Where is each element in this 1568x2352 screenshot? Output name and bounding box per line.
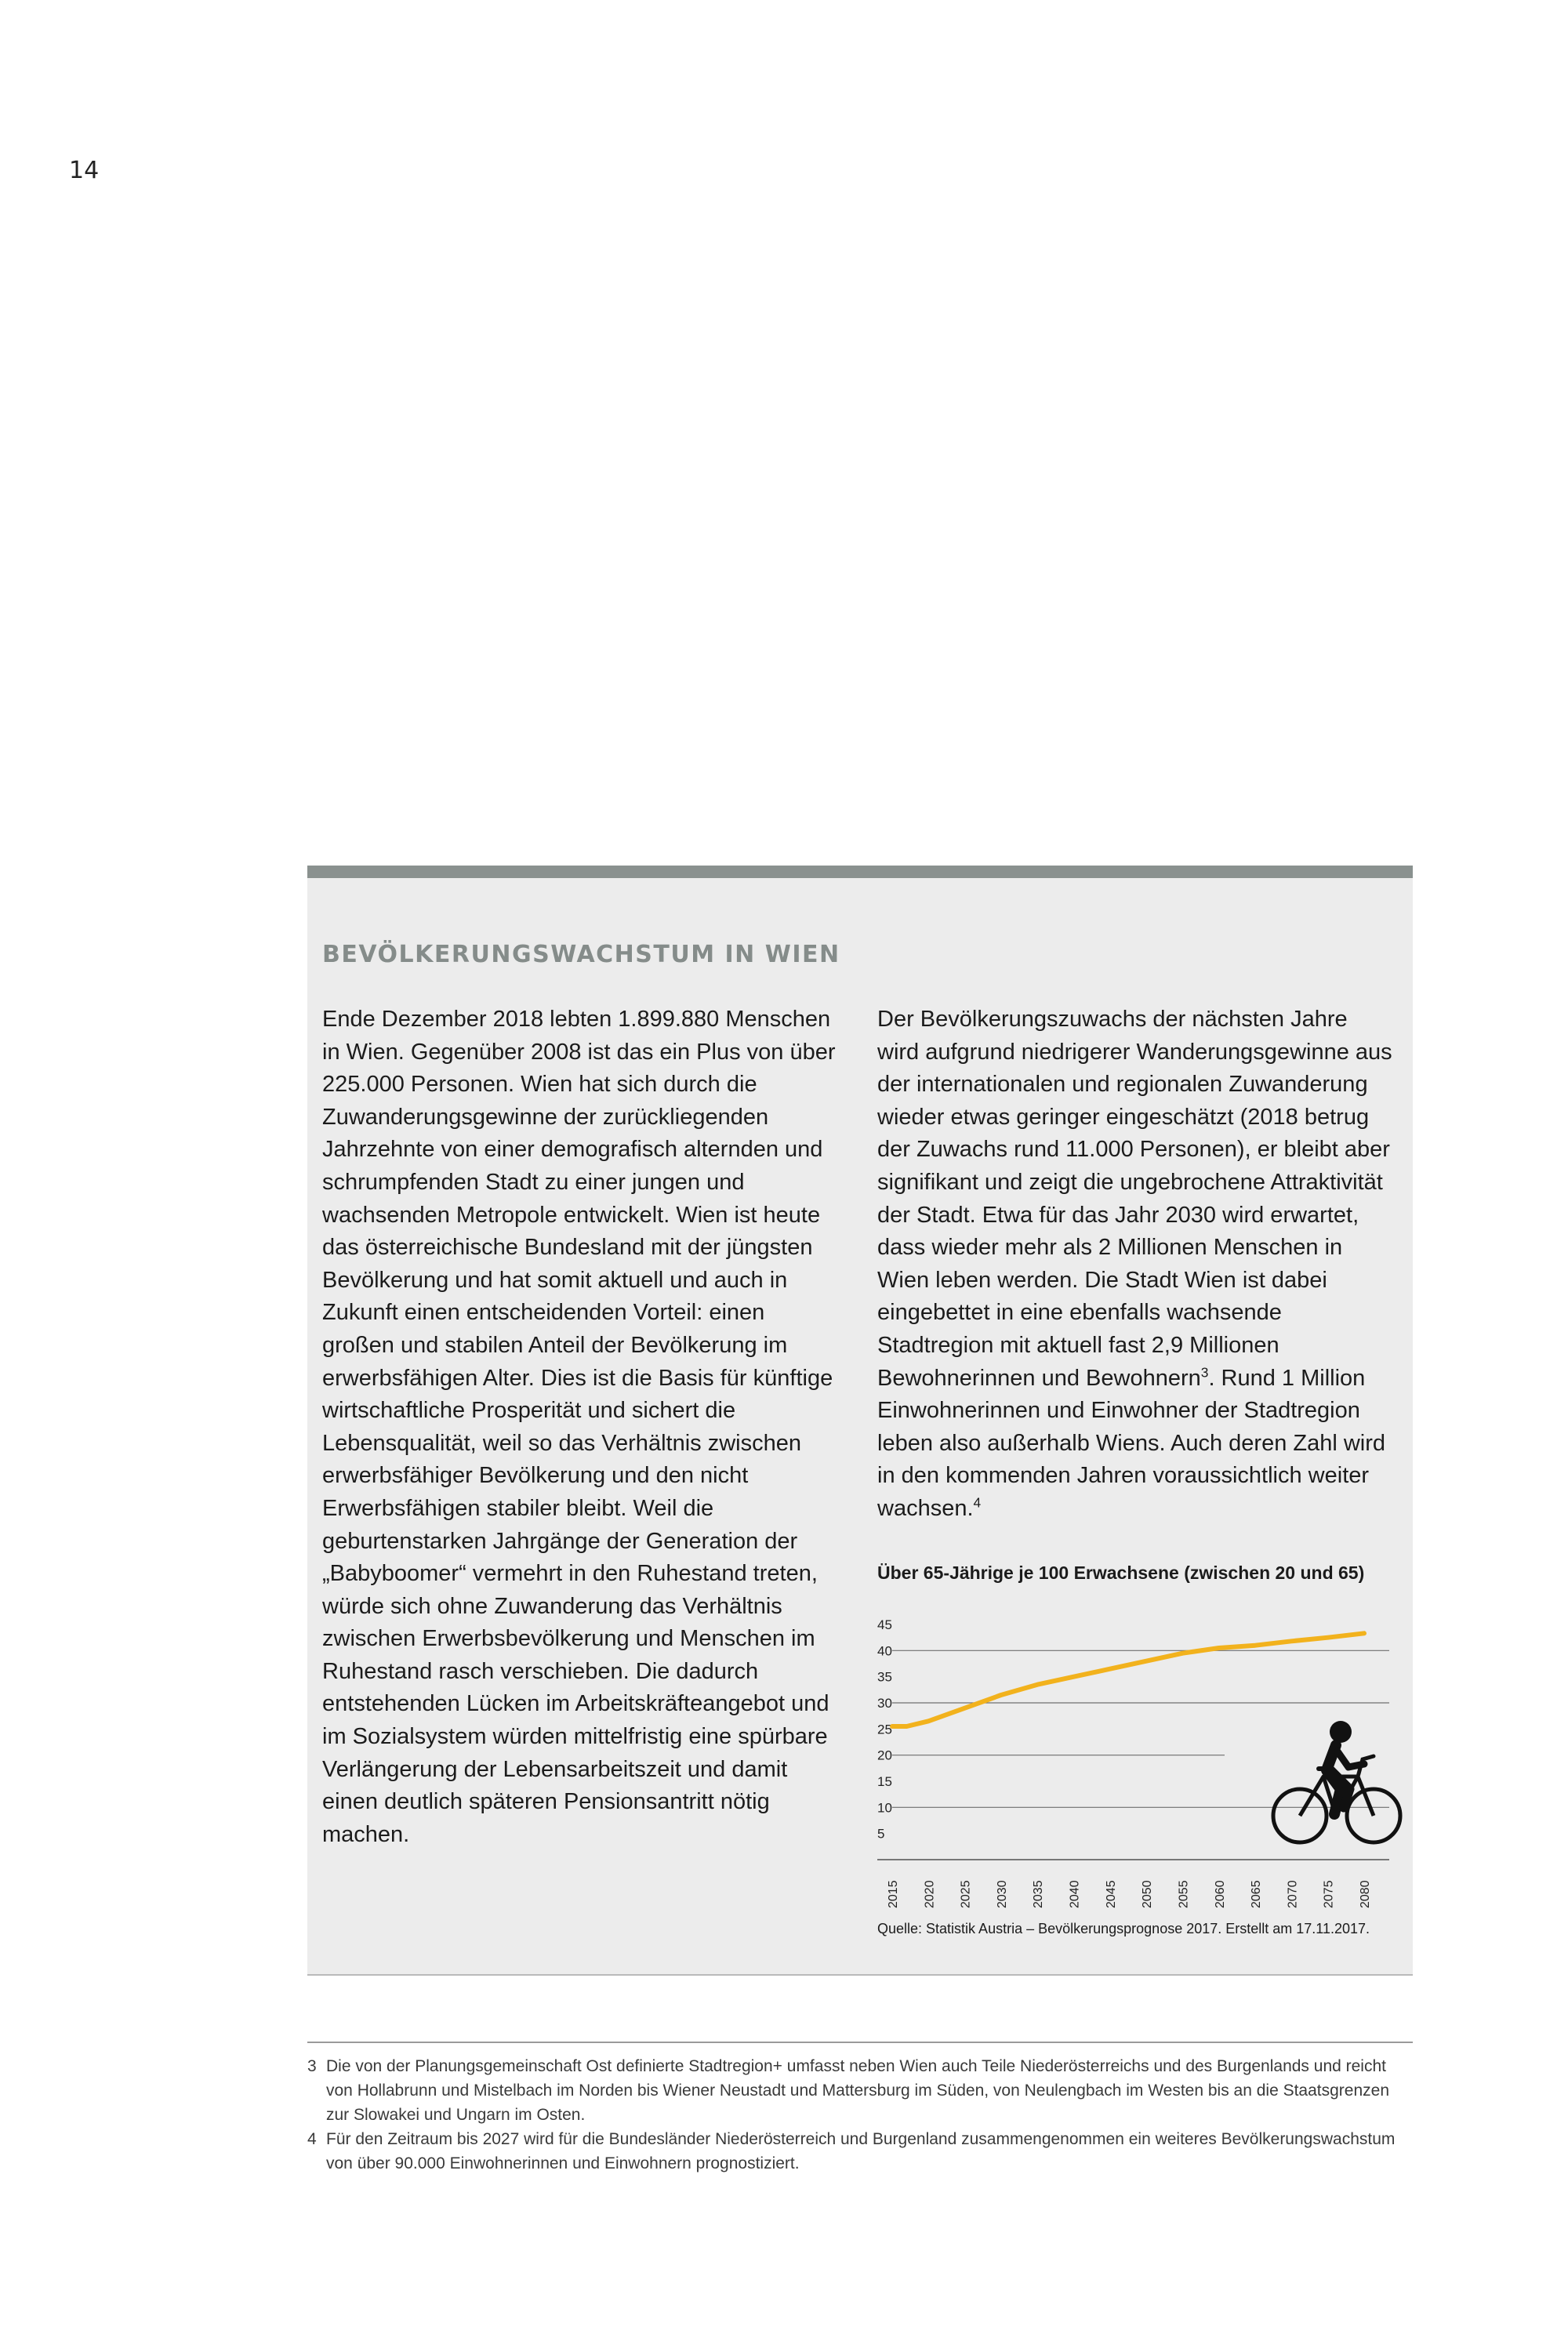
- footnote-ref-4[interactable]: 4: [973, 1494, 982, 1511]
- page-number: 14: [69, 157, 100, 184]
- x-tick-label: 2035: [1032, 1880, 1046, 1908]
- info-box: [307, 866, 1413, 1974]
- footnote-text: Die von der Planungsgemeinschaft Ost definierte Stadtregion+ umfasst neben Wien auch Teile Niederösterreichs und des Burgenlands und reicht von Hollabrunn und Mistelbach im Norden bis Wiener Neustadt und Mattersburg im Süden, von Neulengbach im Westen bis an die Staatsgrenzen zur Slowakei und Ungarn im Osten.: [326, 2057, 1390, 2124]
- footnote-number: 4: [307, 2130, 317, 2148]
- y-tick-label: 40: [877, 1643, 892, 1659]
- y-tick-label: 35: [877, 1669, 892, 1685]
- x-tick-label: 2055: [1177, 1880, 1191, 1908]
- x-tick-label: 2050: [1141, 1880, 1155, 1908]
- cyclist-icon: [1273, 1721, 1400, 1842]
- x-tick-label: 2015: [887, 1880, 900, 1908]
- right-column: [877, 1004, 1395, 1526]
- x-tick-label: 2040: [1068, 1880, 1082, 1908]
- x-tick-label: 2075: [1322, 1880, 1336, 1908]
- x-tick-label: 2065: [1250, 1880, 1264, 1908]
- y-tick-label: 30: [877, 1696, 892, 1711]
- line-chart: [856, 1602, 1405, 1908]
- footnote-3: [307, 2054, 1413, 2127]
- x-tick-label: 2070: [1286, 1880, 1300, 1908]
- series-line: [892, 1633, 1364, 1726]
- footnote-4: [307, 2127, 1413, 2176]
- right-paragraph-part1: Der Bevölkerungszuwachs der nächsten Jahre wird aufgrund niedrigerer Wanderungsgewinne aus der internationalen und regionalen Zuwanderung wieder etwas geringer eingeschätzt (2018 betrug der Zuwachs rund 11.000 Personen), er bleibt aber signifikant und zeigt die ungebrochene Attraktivität der Stadt. Etwa für das Jahr 2030 wird erwartet, dass wieder mehr als 2 Millionen Menschen in Wien leben werden. Die Stadt Wien ist dabei eingebettet in eine ebenfalls wachsende Stadtregion mit aktuell fast 2,9 Millionen Bewohnerinnen und Bewohnern: [877, 1007, 1392, 1391]
- x-tick-label: 2020: [923, 1880, 937, 1908]
- x-tick-label: 2080: [1359, 1880, 1372, 1908]
- box-top-bar: [307, 866, 1413, 878]
- footnote-number: 3: [307, 2057, 317, 2075]
- x-tick-label: 2030: [995, 1880, 1009, 1908]
- left-column: [322, 1004, 840, 1851]
- chart-source: Quelle: Statistik Austria – Bevölkerungsprognose 2017. Erstellt am 17.11.2017.: [877, 1921, 1370, 1936]
- box-bottom-line: [307, 1974, 1413, 1976]
- x-tick-label: 2025: [959, 1880, 973, 1908]
- right-paragraph-part2: . Rund 1 Million Einwohnerinnen und Einwohner der Stadtregion leben also außerhalb Wiens. Auch deren Zahl wird in den kommenden Jahren voraussichtlich weiter wachsen.: [877, 1365, 1386, 1521]
- left-paragraph: Ende Dezember 2018 lebten 1.899.880 Menschen in Wien. Gegenüber 2008 ist das ein Plus von über 225.000 Personen. Wien hat sich durch die Zuwanderungsgewinne der zurückliegenden Jahrzehnte von einer demografisch alternden und schrumpfenden Stadt zu einer jungen und wachsenden Metropole entwickelt. Wien ist heute das österreichische Bundesland mit der jüngsten Bevölkerung und hat somit aktuell und auch in Zukunft einen entscheidenden Vorteil: einen großen und stabilen Anteil der Bevölkerung im erwerbsfähigen Alter. Dies ist die Basis für künftige wirtschaftliche Prosperität und sichert die Lebensqualität, weil so das Verhältnis zwischen erwerbsfähiger Bevölkerung und den nicht Erwerbsfähigen stabiler bleibt. Weil die geburtenstarken Jahrgänge der Generation der „Babyboomer“ vermehrt in den Ruhestand treten, würde sich ohne Zuwanderung das Verhältnis zwischen Erwerbsbevölkerung und Menschen im Ruhestand rasch verschieben. Die dadurch entstehenden Lücken im Arbeitskräfteangebot und im Sozialsystem würden mittelfristig eine spürbare Verlängerung der Lebensarbeitszeit und damit einen deutlich späteren Pensionsantritt nötig machen.: [322, 1007, 836, 1847]
- y-tick-label: 5: [877, 1826, 885, 1842]
- chart-y-tick-labels: [877, 1617, 892, 1842]
- footnote-text: Für den Zeitraum bis 2027 wird für die Bundesländer Niederösterreich und Burgenland zusammengenommen ein weiteres Bevölkerungswachstum von über 90.000 Einwohnerinnen und Einwohnern prognostiziert.: [326, 2130, 1396, 2172]
- chart-gridlines: [892, 1650, 1389, 1807]
- box-title: BEVÖLKERUNGSWACHSTUM IN WIEN: [322, 941, 840, 968]
- right-paragraph: [877, 1004, 1395, 1526]
- x-tick-label: 2060: [1213, 1880, 1227, 1908]
- chart-title: Über 65-Jährige je 100 Erwachsene (zwischen 20 und 65): [877, 1563, 1365, 1583]
- y-tick-label: 20: [877, 1748, 892, 1763]
- x-tick-label: 2045: [1104, 1880, 1118, 1908]
- y-tick-label: 45: [877, 1617, 892, 1632]
- y-tick-label: 15: [877, 1774, 892, 1789]
- y-tick-label: 25: [877, 1722, 892, 1737]
- chart-x-tick-labels: [887, 1880, 1372, 1908]
- footnotes: [307, 2042, 1413, 2176]
- footnote-ref-3[interactable]: 3: [1200, 1363, 1209, 1380]
- y-tick-label: 10: [877, 1800, 892, 1816]
